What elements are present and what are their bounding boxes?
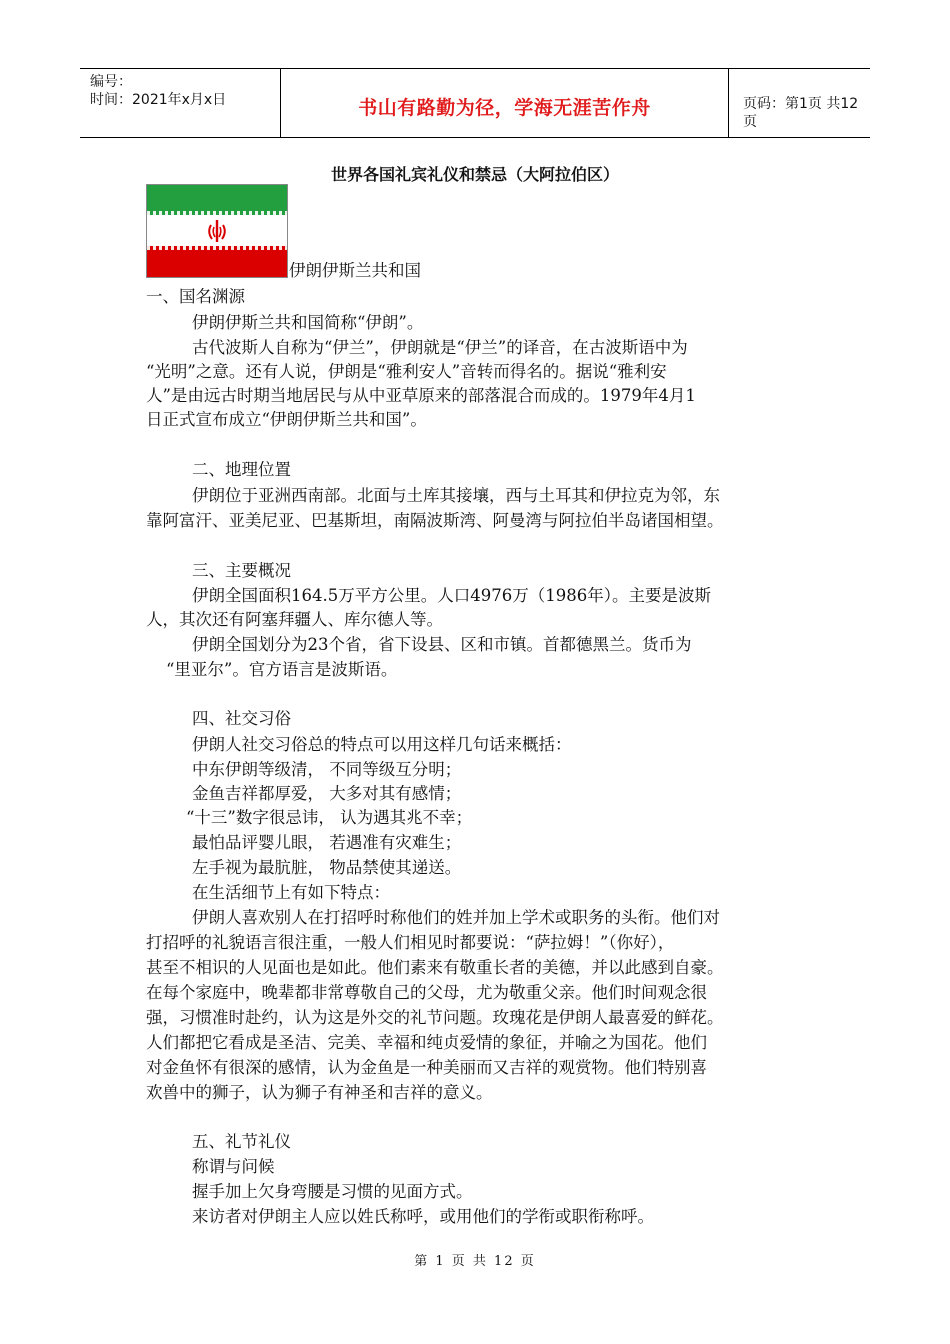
verse-line: 最怕品评婴儿眼， 若遇准有灾难生； <box>192 833 462 852</box>
flag-red-band <box>147 246 287 277</box>
body-line: 人，其次还有阿塞拜疆人、库尔德人等。 <box>146 610 443 629</box>
body-line: 靠阿富汗、亚美尼亚、巴基斯坦，南隔波斯湾、阿曼湾与阿拉伯半岛诸国相望。 <box>146 511 724 530</box>
body-line: 握手加上欠身弯腰是习惯的见面方式。 <box>192 1182 473 1201</box>
header-meta-cell <box>80 69 280 137</box>
body-line: 伊朗伊斯兰共和国简称“伊朗”。 <box>192 313 424 332</box>
body-line: 伊朗全国面积164.5万平方公里。人口4976万（1986年）。主要是波斯 <box>192 586 711 605</box>
body-line: 古代波斯人自称为“伊兰”，伊朗就是“伊兰”的译音，在古波斯语中为 <box>192 338 688 357</box>
section-heading: 二、地理位置 <box>192 460 291 479</box>
verse-line: 金鱼吉祥都厚爱， 大多对其有感情； <box>192 784 462 803</box>
section-heading: 四、社交习俗 <box>192 709 291 728</box>
page-header <box>80 68 870 138</box>
document-title: 世界各国礼宾礼仪和禁忌（大阿拉伯区） <box>330 165 619 184</box>
body-line: 人”是由远古时期当地居民与从中亚草原来的部落混合而成的。1979年4月1 <box>146 386 696 405</box>
body-line: 对金鱼怀有很深的感情，认为金鱼是一种美丽而又吉祥的观赏物。他们特别喜 <box>146 1058 707 1077</box>
section-heading: 一、国名渊源 <box>146 287 245 306</box>
body-line: 来访者对伊朗主人应以姓氏称呼，或用他们的学衔或职衔称呼。 <box>192 1207 654 1226</box>
body-line: 伊朗人喜欢别人在打招呼时称他们的姓并加上学术或职务的头衔。他们对 <box>192 908 720 927</box>
body-line: 伊朗人社交习俗总的特点可以用这样几句话来概括： <box>192 735 572 754</box>
body-line: “光明”之意。还有人说，伊朗是“雅利安人”音转而得名的。据说“雅利安 <box>146 362 667 381</box>
header-page-number: 页码：第1页 共12页 <box>743 96 859 130</box>
body-line: 人们都把它看成是圣洁、完美、幸福和纯贞爱情的象征，并喻之为国花。他们 <box>146 1033 707 1052</box>
body-line: 日正式宣布成立“伊朗伊斯兰共和国”。 <box>146 410 427 429</box>
verse-line: “十三”数字很忌讳， 认为遇其兆不幸； <box>186 808 473 827</box>
section-heading: 五、礼节礼仪 <box>192 1132 291 1151</box>
body-line: “里亚尔”。官方语言是波斯语。 <box>166 660 398 679</box>
body-line: 甚至不相识的人见面也是如此。他们素来有敬重长者的美德，并以此感到自豪。 <box>146 958 724 977</box>
body-line: 欢兽中的狮子，认为狮子有神圣和吉祥的意义。 <box>146 1083 493 1102</box>
header-motto-cell <box>280 69 729 137</box>
body-line: 在生活细节上有如下特点： <box>192 883 390 902</box>
flag-takbir-bottom <box>147 246 287 250</box>
body-line: 强，习惯准时赴约，认为这是外交的礼节问题。玫瑰花是伊朗人最喜爱的鲜花。 <box>146 1008 724 1027</box>
flag-emblem-icon <box>205 218 229 244</box>
flag-caption: 伊朗伊斯兰共和国 <box>289 261 421 280</box>
document-number: 编号： <box>90 74 132 90</box>
document-time: 时间：2021年x月x日 <box>90 92 227 108</box>
flag-takbir-top <box>147 211 287 215</box>
header-page-cell <box>727 69 870 137</box>
subheading: 称谓与问候 <box>192 1157 275 1176</box>
body-line: 伊朗位于亚洲西南部。北面与土库其接壤，西与土耳其和伊拉克为邻，东 <box>192 486 720 505</box>
verse-line: 中东伊朗等级清， 不同等级互分明； <box>192 760 462 779</box>
verse-line: 左手视为最肮脏， 物品禁使其递送。 <box>192 858 462 877</box>
body-line: 在每个家庭中，晚辈都非常尊敬自己的父母，尤为敬重父亲。他们时间观念很 <box>146 983 707 1002</box>
header-motto: 书山有路勤为径，学海无涯苦作舟 <box>358 97 651 119</box>
page-footer: 第 1 页 共 12 页 <box>414 1254 536 1269</box>
body-line: 伊朗全国划分为23个省，省下设县、区和市镇。首都德黑兰。货币为 <box>192 635 692 654</box>
section-heading: 三、主要概况 <box>192 561 291 580</box>
body-line: 打招呼的礼貌语言很注重，一般人们相见时都要说：“萨拉姆！”（你好）， <box>146 933 675 952</box>
iran-flag-image <box>146 184 288 278</box>
